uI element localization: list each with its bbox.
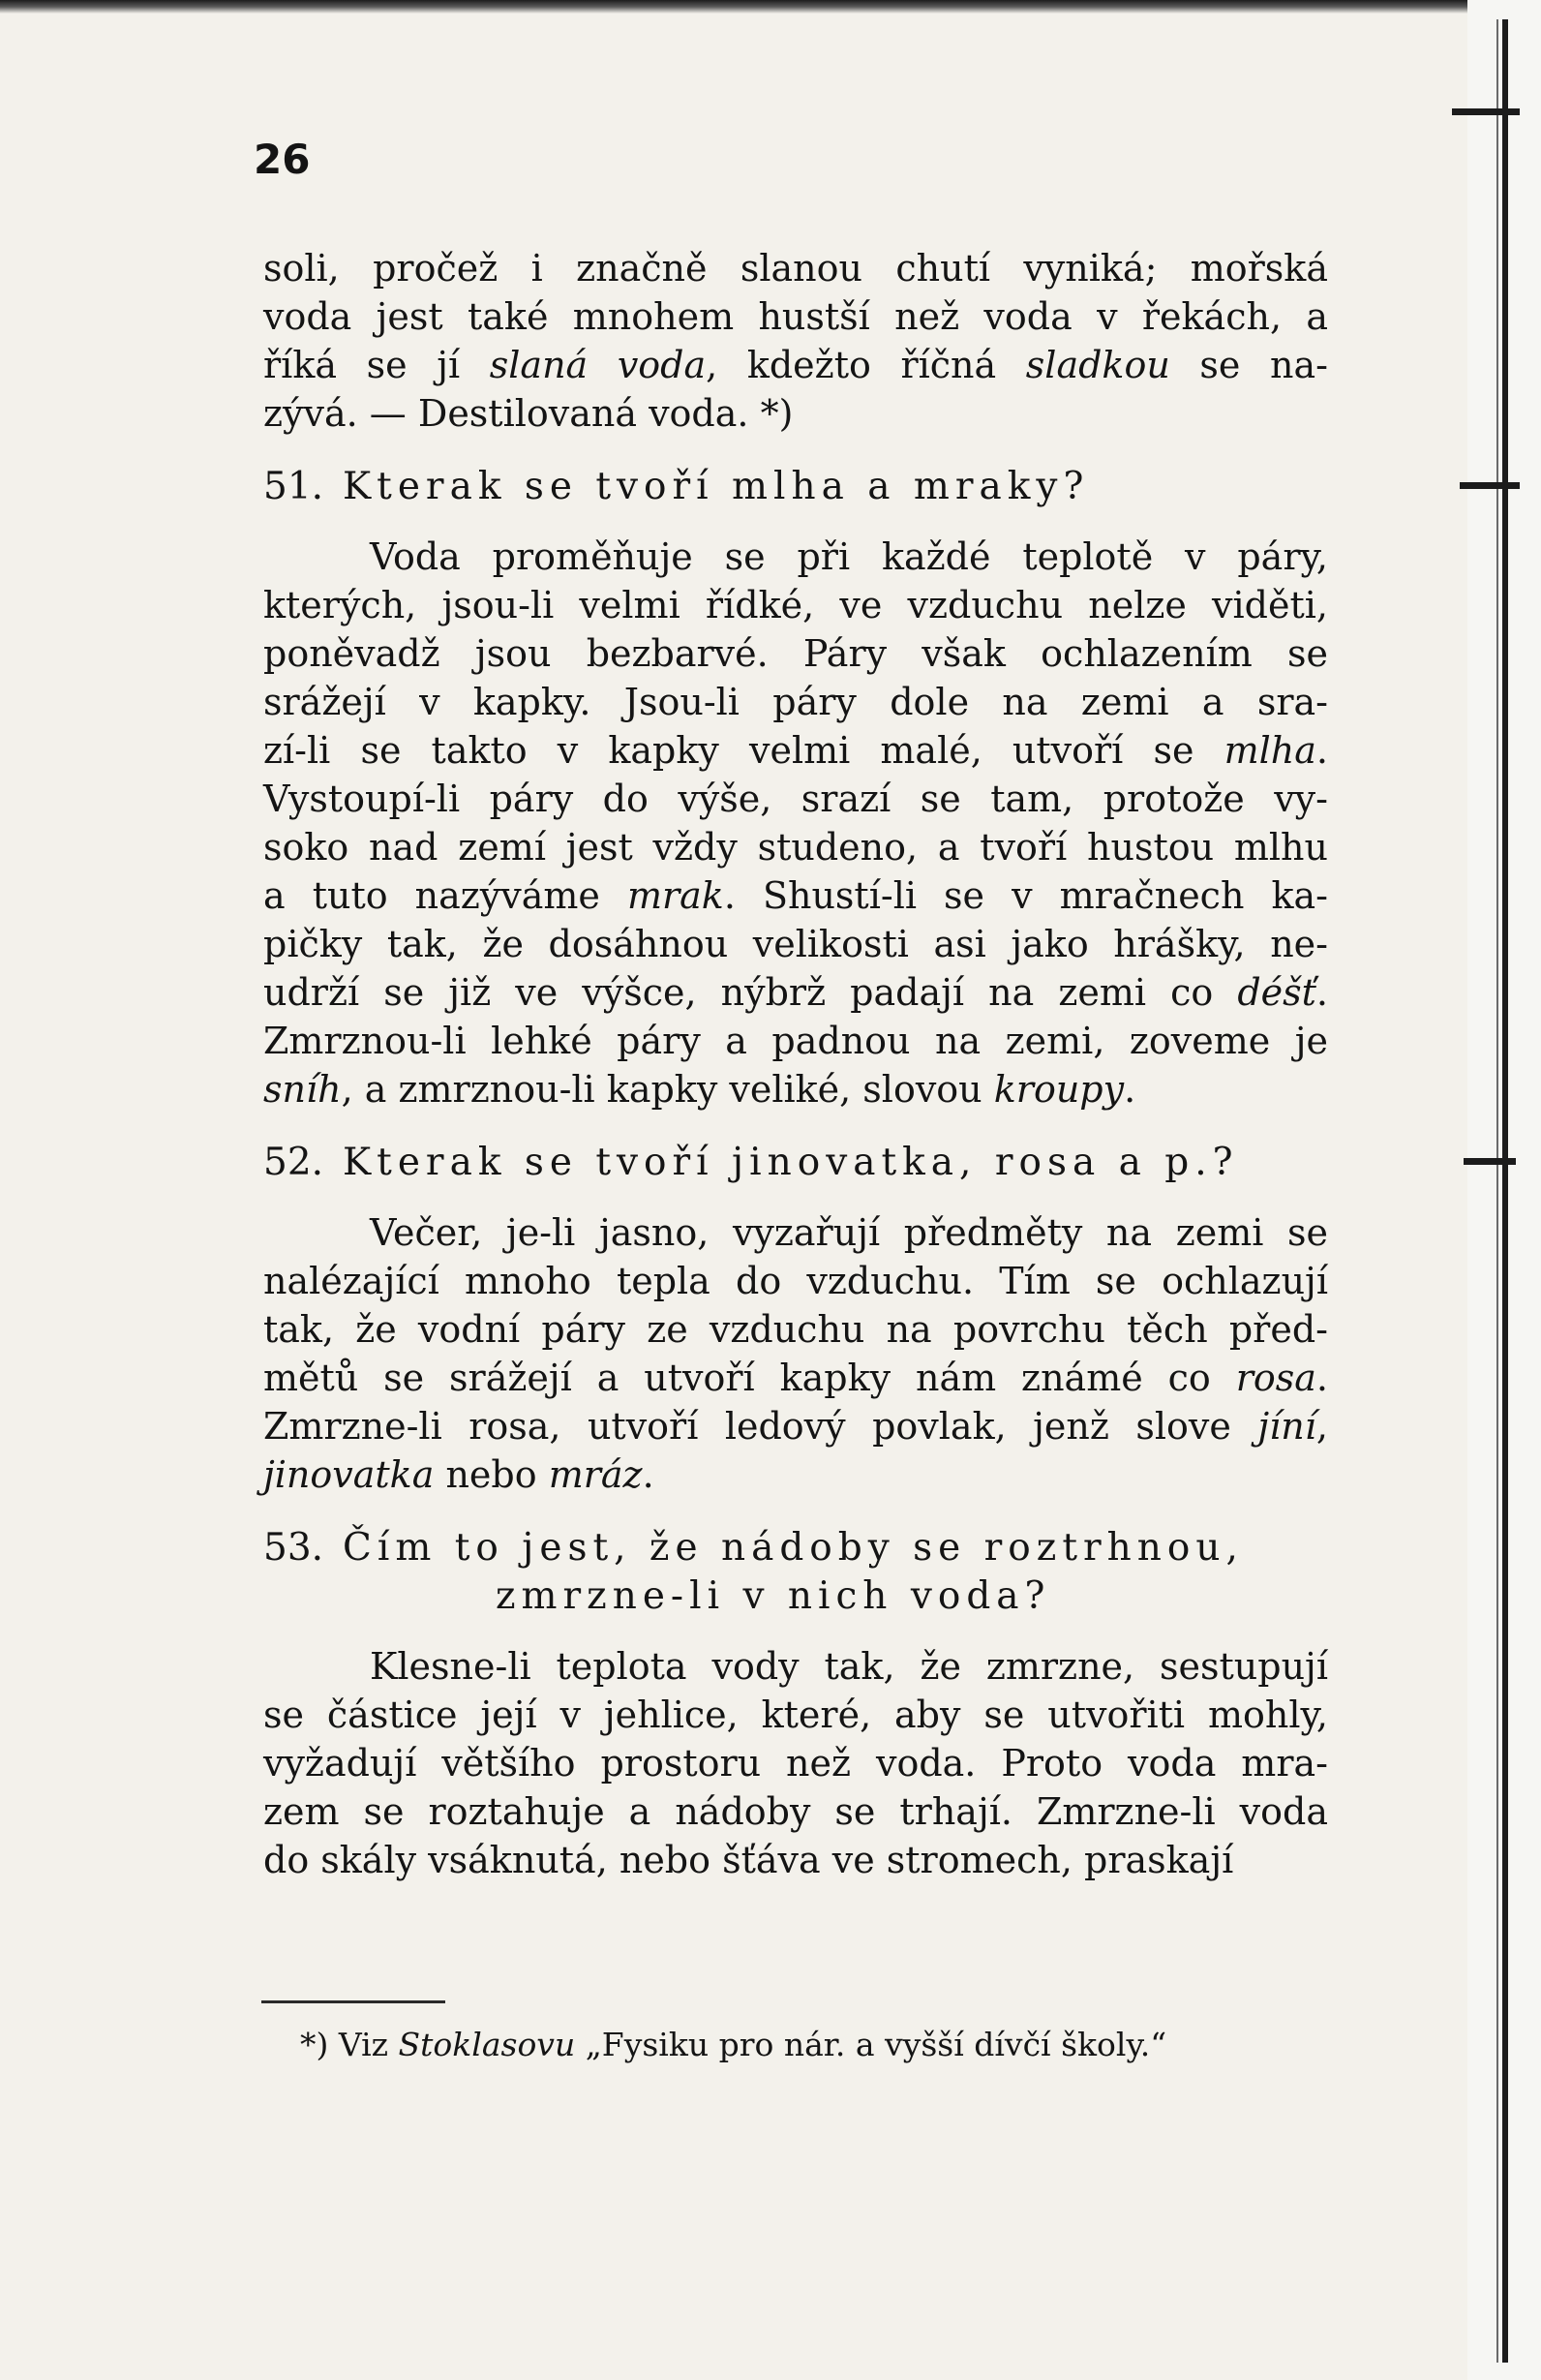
page-number: 26	[254, 136, 311, 183]
text-line: sníh, a zmrznou-li kapky veliké, slovou kroupy.	[263, 1068, 1136, 1111]
binding-shadow-line	[1496, 19, 1498, 2363]
text-line: se částice její v jehlice, které, aby se utvořiti mohly,	[263, 1693, 1328, 1736]
page-top-edge	[0, 0, 1541, 14]
section-number: 51.	[263, 465, 324, 508]
italic-term: mrak	[626, 874, 724, 917]
text-line: zývá. — Destilovaná voda. *)	[263, 392, 794, 435]
section-number: 52.	[263, 1141, 324, 1184]
text-line: udrží se již ve výšce, nýbrž padají na zemi co déšť.	[263, 971, 1328, 1014]
section-title: Kterak se tvoří jinovatka, rosa a p.?	[343, 1141, 1239, 1184]
italic-term: slaná voda	[489, 344, 707, 386]
section-number: 53.	[263, 1526, 324, 1570]
section-title: Čím to jest, že nádoby se roztrhnou,	[343, 1526, 1244, 1570]
text-line: Voda proměňuje se při každé teplotě v páry,	[370, 535, 1328, 578]
section-heading	[263, 463, 1328, 511]
section-title: Kterak se tvoří mlha a mraky?	[343, 465, 1090, 508]
text-line: pičky tak, že dosáhnou velikosti asi jako hrášky, ne-	[263, 923, 1328, 965]
italic-term: sníh	[263, 1068, 342, 1111]
italic-term: rosa	[1235, 1357, 1316, 1399]
italic-term: jinovatka	[263, 1453, 435, 1496]
footnote-rule	[261, 2000, 445, 2003]
section-heading	[263, 1524, 1328, 1621]
italic-term: mlha	[1224, 729, 1316, 772]
text-line: soko nad zemí jest vždy studeno, a tvoří hustou mlhu	[263, 826, 1328, 869]
text-line: kterých, jsou-li velmi řídké, ve vzduchu nelze viděti,	[263, 584, 1328, 626]
binding-tick	[1452, 108, 1520, 115]
text-line: říká se jí slaná voda, kdežto říčná sladkou se na-	[263, 344, 1328, 386]
text-line: zí-li se takto v kapky velmi malé, utvoří se mlha.	[263, 729, 1328, 772]
text-line: do skály vsáknutá, nebo šťáva ve stromech, praskají	[263, 1839, 1234, 1881]
text-line: tak, že vodní páry ze vzduchu na povrchu těch před-	[263, 1308, 1328, 1351]
italic-term: déšť	[1237, 971, 1316, 1014]
text-line: poněvadž jsou bezbarvé. Páry však ochlazením se	[263, 632, 1328, 675]
italic-term: kroupy	[993, 1068, 1125, 1111]
body-text	[263, 244, 1328, 1884]
text-line: Klesne-li teplota vody tak, že zmrzne, sestupují	[370, 1645, 1328, 1688]
section-title-continued: zmrzne-li v nich voda?	[496, 1574, 1051, 1618]
text-line: nalézající mnoho tepla do vzduchu. Tím se ochlazují	[263, 1260, 1328, 1302]
binding-tick	[1460, 482, 1520, 489]
italic-term: mráz	[548, 1453, 643, 1496]
footnote: *) Viz Stoklasovu „Fysiku pro nár. a vyšší dívčí školy.“	[300, 2026, 1167, 2063]
text-line: zem se roztahuje a nádoby se trhají. Zmrzne-li voda	[263, 1790, 1328, 1833]
text-line: srážejí v kapky. Jsou-li páry dole na zemi a sra-	[263, 681, 1328, 723]
text-line: Zmrznou-li lehké páry a padnou na zemi, zoveme je	[263, 1020, 1328, 1062]
section-heading	[263, 1139, 1328, 1187]
binding-tick	[1464, 1158, 1516, 1165]
text-line: a tuto nazýváme mrak. Shustí-li se v mračnech ka-	[263, 874, 1328, 917]
text-line: Večer, je-li jasno, vyzařují předměty na zemi se	[370, 1211, 1328, 1254]
text-line: mětů se srážejí a utvoří kapky nám známé co rosa.	[263, 1357, 1328, 1399]
binding-line	[1502, 19, 1508, 2363]
italic-term: jíní	[1257, 1405, 1316, 1448]
text-line: jinovatka nebo mráz.	[263, 1453, 654, 1496]
text-line: soli, pročež i značně slanou chutí vyniká; mořská	[263, 247, 1328, 290]
text-line: Vystoupí-li páry do výše, srazí se tam, protože vy-	[263, 778, 1328, 820]
text-line: voda jest také mnohem hustší než voda v řekách, a	[263, 295, 1328, 338]
text-line: vyžadují většího prostoru než voda. Proto voda mra-	[263, 1742, 1328, 1785]
italic-term: Stoklasovu	[398, 2026, 576, 2063]
text-line: Zmrzne-li rosa, utvoří ledový povlak, jenž slove jíní,	[263, 1405, 1328, 1448]
italic-term: sladkou	[1025, 344, 1170, 386]
